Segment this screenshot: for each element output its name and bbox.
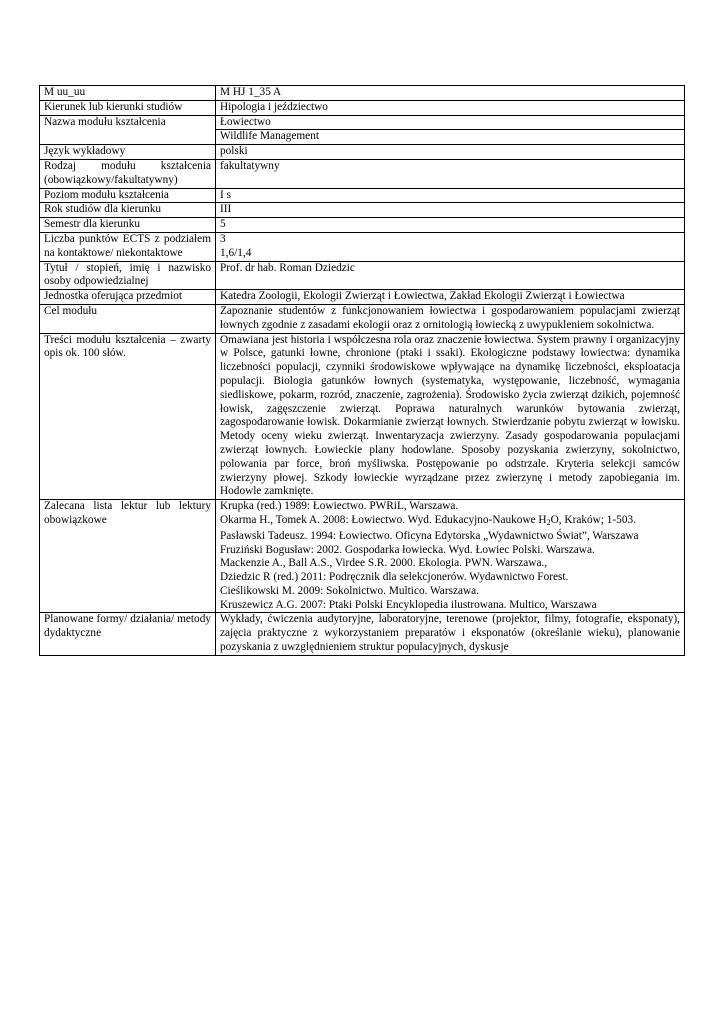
row-label-module-type: Rodzaj modułu kształcenia (obowiązkowy/fakultatywny) — [40, 159, 216, 188]
row-value-language: polski — [216, 145, 685, 160]
row-value-unit: Katedra Zoologii, Ekologii Zwierząt i Łowiectwa, Zakład Ekologii Zwierząt i Łowiectwa — [216, 290, 685, 305]
row-label-field-of-study: Kierunek lub kierunki studiów — [40, 100, 216, 115]
table-row — [40, 613, 685, 655]
row-label-responsible-person: Tytuł / stopień, imię i nazwisko osoby odpowiedzialnej — [40, 261, 216, 290]
reading-item: Mackenzie A., Ball A.S., Virdee S.R. 2000. Ekologia. PWN. Warszawa., — [220, 557, 548, 570]
table-row — [40, 261, 685, 290]
table-row — [40, 500, 685, 613]
reading-item: Pasławski Tadeusz. 1994: Łowiectwo. Oficyna Edytorska „Wydawnictwo Świat”, Warszawa — [220, 529, 639, 542]
row-value-ects — [216, 232, 685, 261]
table-row — [40, 333, 685, 500]
row-value-teaching-methods: Wykłady, ćwiczenia audytoryjne, laboratoryjne, terenowe (projektor, filmy, fotografie, eksponaty), zajęcia praktyczne z wykorzystaniem preparatów i eksponatów (określanie wieku), planowanie pozyskania z uwzględnieniem struktur populacyjnych, dyskusje — [216, 613, 685, 655]
module-name-polish: Łowiectwo — [220, 115, 271, 128]
ects-total: 3 — [220, 232, 226, 245]
reading-item: Dziedzic R (red.) 2011: Podręcznik dla selekcjonerów. Wydawnictwo Forest. — [220, 571, 569, 584]
table-row — [40, 115, 685, 145]
row-label-unit: Jednostka oferująca przedmiot — [40, 290, 216, 305]
table-row — [40, 290, 685, 305]
row-value-reading-list — [216, 500, 685, 613]
reading-item: Fruziński Bogusław: 2002. Gospodarka łowiecka. Wyd. Łowiec Polski. Warszawa. — [220, 543, 595, 556]
row-label-module-level: Poziom modułu kształcenia — [40, 188, 216, 203]
table-row — [40, 159, 685, 188]
row-label-semester: Semestr dla kierunku — [40, 218, 216, 233]
row-value-semester: 5 — [216, 218, 685, 233]
row-label-study-year: Rok studiów dla kierunku — [40, 203, 216, 218]
reading-item: Cieślikowski M. 2009: Sokolnictwo. Multico. Warszawa. — [220, 584, 480, 597]
table-row — [40, 188, 685, 203]
table-row — [40, 232, 685, 261]
reading-item: Krupka (red.) 1989: Łowiectwo. PWRiL, Warszawa. — [220, 500, 459, 513]
table-row — [40, 203, 685, 218]
row-value-module-name — [216, 115, 685, 145]
row-label-language: Język wykładowy — [40, 145, 216, 160]
ects-split: 1,6/1,4 — [220, 246, 252, 259]
reading-item: Okarma H., Tomek A. 2008: Łowiectwo. Wyd. Edukacyjno-Naukowe $H_2O$, Kraków; 1-503. — [220, 513, 636, 527]
row-value-module-level: I s — [216, 188, 685, 203]
row-label-module-content: Treści modułu kształcenia – zwarty opis ok. 100 słów. — [40, 333, 216, 500]
row-label-teaching-methods: Planowane formy/ działania/ metody dydaktyczne — [40, 613, 216, 655]
table-row — [40, 304, 685, 333]
row-label-module-name: Nazwa modułu kształcenia — [40, 115, 216, 145]
row-label-reading-list: Zalecana lista lektur lub lektury obowiązkowe — [40, 500, 216, 613]
module-description-table — [39, 85, 685, 656]
row-value-module-code: M HJ 1_35 A — [216, 86, 685, 101]
row-value-module-type: fakultatywny — [216, 159, 685, 188]
table-row — [40, 145, 685, 160]
row-value-field-of-study: Hipologia i jeździectwo — [216, 100, 685, 115]
row-label-module-goal: Cel modułu — [40, 304, 216, 333]
row-label-module-code: M uu_uu — [40, 86, 216, 101]
row-value-responsible-person: Prof. dr hab. Roman Dziedzic — [216, 261, 685, 290]
table-row — [40, 86, 685, 101]
row-label-ects: Liczba punktów ECTS z podziałem na kontaktowe/ niekontaktowe — [40, 232, 216, 261]
row-value-module-goal: Zapoznanie studentów z funkcjonowaniem łowiectwa i gospodarowaniem populacjami zwierząt łownych zgodnie z zasadami ekologii oraz z ornitologią łowiecką z uwypukleniem sokolnictwa. — [216, 304, 685, 333]
table-row — [40, 218, 685, 233]
table-row — [40, 100, 685, 115]
row-value-module-content: Omawiana jest historia i współczesna rola oraz znaczenie łowiectwa. System prawny i organizacyjny w Polsce, gatunki łowne, chronione (ptaki i ssaki). Ekologiczne podstawy łowiectwa: dynamika liczebności populacji, czynniki środowiskowe wpływające na dynamikę liczebności, eksploatacja populacji. Biologia gatunków łownych (systematyka, występowanie, liczebność, wymagania siedliskowe, pokarm, rozród, znaczenie, zagrożenia). Środowisko życia zwierząt dzikich, pojemność łowisk, zagęszczenie zwierząt. Poprawa naturalnych warunków bytowania zwierząt, zagospodarowanie łowisk. Dokarmianie zwierząt łownych. Stwierdzanie pobytu zwierząt w łowisku. Metody oceny wieku zwierząt. Inwentaryzacja zwierzyny. Zasady gospodarowania populacjami zwierząt łownych. Łowieckie plany hodowlane. Sposoby pozyskania zwierzyny, sokolnictwo, polowania par force, broń myśliwska. Postępowanie po odstrzale. Kryteria selekcji samców zwierzyny płowej. Szkody łowieckie wyrządzane przez zwierzynę i metody zapobiegania im. Hodowle zamknięte. — [216, 333, 685, 500]
module-name-english: Wildlife Management — [216, 129, 684, 144]
reading-item: Kruszewicz A.G. 2007: Ptaki Polski Encyklopedia ilustrowana. Multico, Warszawa — [220, 598, 597, 611]
row-value-study-year: III — [216, 203, 685, 218]
